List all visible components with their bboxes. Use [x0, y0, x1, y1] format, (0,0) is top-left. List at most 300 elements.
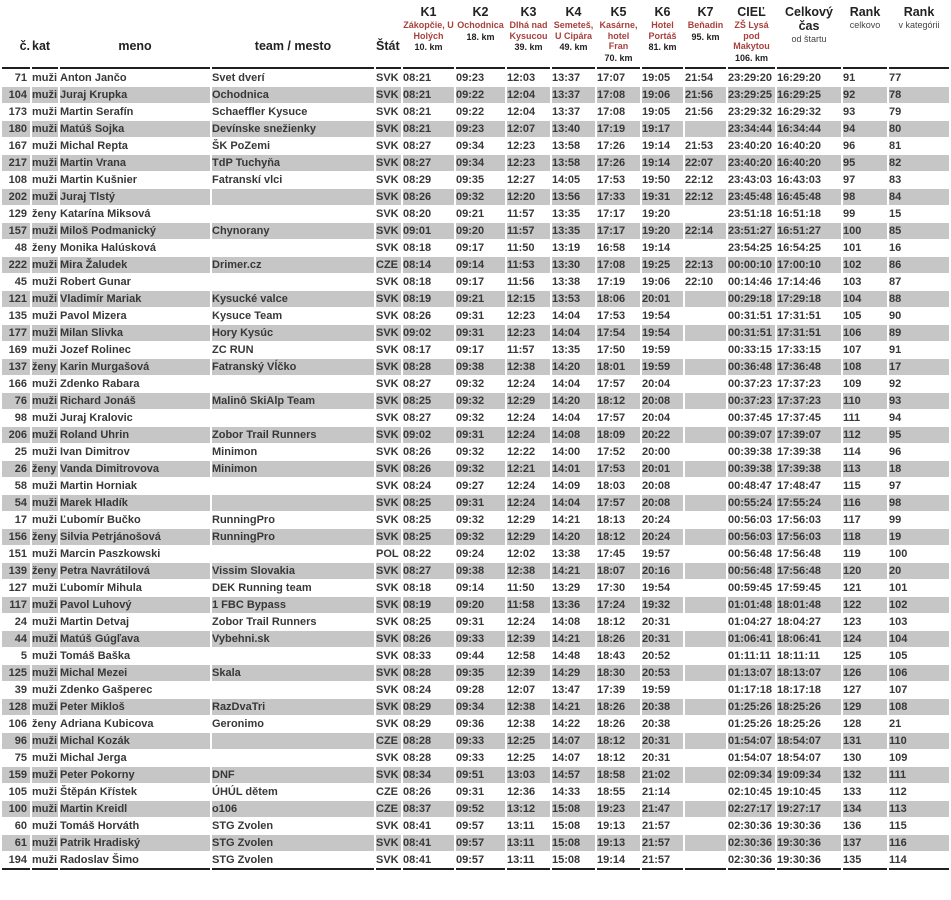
cell-name: Ivan Dimitrov: [60, 446, 130, 458]
cell-k3-time: 12:25: [507, 752, 536, 764]
cell-k7-time: [685, 461, 726, 477]
cell-k5-time: 18:58: [597, 767, 640, 783]
cell-category: muži: [32, 89, 58, 101]
cell-team: [212, 274, 374, 290]
cell-k7-time: [685, 376, 726, 392]
cell-finish-time: 00:48:47: [728, 480, 773, 492]
column-header-k3: [507, 1, 550, 69]
cell-k7-time: [685, 835, 726, 851]
table-row: [2, 376, 949, 392]
cell-bib: 157: [2, 223, 30, 239]
cell-rank-category: 19: [889, 529, 949, 545]
cell-country: SVK: [376, 480, 399, 492]
cell-k1-time: 08:29: [403, 174, 432, 186]
cell-rank-overall: 126: [843, 665, 887, 681]
cell-rank-overall: 116: [843, 495, 887, 511]
column-label: Rank: [849, 5, 881, 19]
cell-name: Adriana Kubicova: [60, 718, 154, 730]
cell-name: Peter Pokorny: [60, 767, 210, 783]
cell-k2-time: 09:34: [456, 140, 485, 152]
cell-rank-overall: 106: [843, 325, 887, 341]
cell-k7-time: [685, 597, 726, 613]
checkpoint-distance: 49. km: [559, 42, 588, 52]
cell-bib: 44: [2, 631, 30, 647]
cell-name: Martin Detvaj: [60, 616, 130, 628]
cell-finish-time: 00:55:24: [728, 495, 775, 511]
cell-k7-time: [685, 291, 726, 307]
cell-k2-time: 09:57: [456, 835, 505, 851]
table-row: [2, 733, 949, 749]
cell-k1-time: 09:01: [403, 223, 454, 239]
cell-k1-time: 08:28: [403, 733, 454, 749]
table-row: [2, 801, 949, 817]
column-header-rank-category: [889, 1, 949, 69]
cell-k5-time: 17:08: [597, 87, 640, 103]
cell-k1-time: 08:18: [403, 582, 432, 594]
cell-bib: 106: [8, 718, 27, 730]
cell-k6-time: 19:14: [642, 155, 683, 171]
cell-k5-time: 17:53: [597, 310, 626, 322]
cell-finish-time: 01:54:07: [728, 752, 773, 764]
cell-bib: 104: [2, 87, 30, 103]
checkpoint-label: K2: [472, 5, 489, 19]
cell-country: SVK: [376, 616, 399, 628]
cell-country: CZE: [376, 733, 401, 749]
cell-country: SVK: [376, 291, 401, 307]
cell-k5-time: 18:26: [597, 718, 626, 730]
cell-rank-overall: 91: [843, 72, 856, 84]
cell-category: muži: [32, 344, 58, 356]
cell-k2-time: 09:34: [456, 155, 505, 171]
cell-k3-time: 12:23: [507, 155, 550, 171]
cell-k6-time: 19:57: [642, 548, 671, 560]
cell-k4-time: 13:56: [552, 189, 595, 205]
table-row: [2, 104, 949, 120]
cell-k4-time: 14:07: [552, 733, 595, 749]
cell-category: muži: [32, 548, 58, 560]
cell-finish-time: 23:45:48: [728, 189, 775, 205]
cell-k5-time: 17:45: [597, 548, 626, 560]
cell-country: SVK: [376, 106, 399, 118]
cell-name: Ľubomír Mihula: [60, 582, 142, 594]
cell-rank-overall: 137: [843, 835, 887, 851]
cell-k6-time: 20:00: [642, 446, 671, 458]
cell-rank-category: 91: [889, 344, 902, 356]
cell-k4-time: 14:07: [552, 752, 581, 764]
cell-k5-time: 18:12: [597, 733, 640, 749]
cell-k3-time: 12:24: [507, 412, 536, 424]
cell-finish-time: 00:39:38: [728, 461, 775, 477]
cell-k7-time: [685, 631, 726, 647]
cell-country: SVK: [376, 684, 399, 696]
cell-country: SVK: [376, 140, 399, 152]
cell-name: Štěpán Křístek: [60, 786, 138, 798]
cell-finish-time: 01:54:07: [728, 733, 775, 749]
cell-k1-time: 08:26: [403, 631, 454, 647]
cell-total-time: 17:00:10: [777, 257, 841, 273]
cell-category: muži: [32, 446, 58, 458]
cell-bib: 60: [14, 820, 27, 832]
cell-k2-time: 09:27: [456, 480, 485, 492]
cell-finish-time: 23:51:27: [728, 223, 775, 239]
cell-k7-time: 21:56: [685, 106, 714, 118]
cell-rank-category: 96: [889, 446, 902, 458]
cell-total-time: 17:56:03: [777, 514, 822, 526]
checkpoint-location: Zákopčie, U Holých: [403, 20, 454, 41]
cell-country: SVK: [376, 427, 401, 443]
cell-rank-category: 83: [889, 174, 902, 186]
cell-k7-time: [685, 546, 726, 562]
cell-rank-overall: 127: [843, 684, 862, 696]
cell-rank-category: 77: [889, 72, 902, 84]
cell-team: Drimer.cz: [212, 257, 374, 273]
table-row: [2, 427, 949, 443]
cell-rank-overall: 125: [843, 650, 862, 662]
cell-total-time: 17:29:18: [777, 291, 841, 307]
cell-k1-time: 08:26: [403, 189, 454, 205]
cell-bib: 159: [2, 767, 30, 783]
cell-k2-time: 09:14: [456, 257, 505, 273]
cell-k1-time: 08:28: [403, 359, 454, 375]
cell-bib: 24: [14, 616, 27, 628]
cell-rank-overall: 93: [843, 106, 856, 118]
table-row: [2, 665, 949, 681]
cell-country: SVK: [376, 208, 399, 220]
cell-category: muži: [32, 480, 58, 492]
cell-k2-time: 09:32: [456, 412, 485, 424]
cell-category: ženy: [32, 531, 57, 543]
cell-bib: 48: [14, 242, 27, 254]
cell-total-time: 18:54:07: [777, 752, 822, 764]
table-row: [2, 546, 949, 562]
cell-total-time: 17:56:03: [777, 529, 841, 545]
cell-category: muži: [32, 140, 58, 152]
cell-finish-time: 00:14:46: [728, 276, 773, 288]
cell-team: Zobor Trail Runners: [212, 427, 374, 443]
cell-category: muži: [32, 276, 58, 288]
cell-k4-time: 14:04: [552, 378, 581, 390]
cell-k4-time: 15:08: [552, 852, 595, 870]
cell-k1-time: 08:27: [403, 412, 432, 424]
cell-country: SVK: [376, 631, 401, 647]
cell-bib: 58: [14, 480, 27, 492]
cell-k6-time: 20:24: [642, 514, 671, 526]
cell-finish-time: 01:04:27: [728, 616, 773, 628]
cell-k2-time: 09:23: [456, 72, 485, 84]
cell-country: SVK: [376, 665, 401, 681]
table-row: [2, 563, 949, 579]
cell-k6-time: 21:02: [642, 767, 683, 783]
cell-finish-time: 01:25:26: [728, 699, 775, 715]
cell-k7-time: [685, 325, 726, 341]
cell-k6-time: 19:32: [642, 597, 683, 613]
cell-rank-category: 86: [889, 257, 949, 273]
cell-k2-time: 09:21: [456, 208, 485, 220]
cell-rank-category: 21: [889, 718, 902, 730]
cell-k3-time: 12:03: [507, 72, 536, 84]
cell-bib: 137: [2, 359, 30, 375]
cell-rank-overall: 109: [843, 378, 862, 390]
cell-name: Marcin Paszkowski: [60, 548, 161, 560]
cell-total-time: 18:06:41: [777, 631, 841, 647]
cell-finish-time: 01:11:11: [728, 650, 771, 662]
cell-k2-time: 09:57: [456, 820, 485, 832]
cell-category: muži: [32, 701, 58, 713]
cell-team: Fatranskí vlci: [212, 174, 283, 186]
cell-k2-time: 09:17: [456, 344, 485, 356]
cell-bib: 202: [2, 189, 30, 205]
column-header-category: kat: [32, 1, 58, 69]
checkpoint-distance: 39. km: [514, 42, 543, 52]
cell-k4-time: 13:37: [552, 106, 581, 118]
cell-name: Vladimír Mariak: [60, 291, 210, 307]
cell-name: Martin Kreidl: [60, 801, 210, 817]
cell-k1-time: 08:27: [403, 155, 454, 171]
cell-k6-time: 19:54: [642, 310, 671, 322]
checkpoint-label: K5: [610, 5, 627, 19]
cell-country: CZE: [376, 801, 401, 817]
cell-k2-time: 09:32: [456, 529, 505, 545]
cell-name: Roland Uhrin: [60, 427, 210, 443]
cell-k4-time: 14:20: [552, 529, 595, 545]
cell-name: Michal Repta: [60, 140, 128, 152]
cell-bib: 17: [14, 514, 27, 526]
cell-finish-time: 00:39:38: [728, 446, 773, 458]
cell-k2-time: 09:38: [456, 563, 505, 579]
cell-k7-time: [685, 478, 726, 494]
cell-finish-time: 00:37:23: [728, 393, 775, 409]
cell-k4-time: 14:08: [552, 616, 581, 628]
cell-category: muži: [32, 616, 58, 628]
cell-rank-overall: 120: [843, 563, 887, 579]
cell-category: muži: [32, 225, 58, 237]
cell-team: Minimon: [212, 446, 258, 458]
cell-rank-category: 107: [889, 684, 908, 696]
cell-rank-category: 85: [889, 223, 949, 239]
cell-name: Petra Navrátilová: [60, 563, 210, 579]
table-row: [2, 699, 949, 715]
cell-name: Mira Žaludek: [60, 257, 210, 273]
cell-k5-time: 17:07: [597, 72, 626, 84]
checkpoint-location: Dlhá nad Kysucou: [509, 20, 548, 41]
cell-team: STG Zvolen: [212, 820, 274, 832]
cell-k1-time: 08:24: [403, 684, 432, 696]
cell-rank-category: 17: [889, 359, 949, 375]
cell-name: Pavol Luhový: [60, 597, 210, 613]
cell-rank-category: 78: [889, 87, 949, 103]
cell-rank-category: 116: [889, 835, 949, 851]
cell-finish-time: 00:00:10: [728, 257, 775, 273]
cell-k7-time: [685, 410, 726, 426]
cell-finish-time: 00:36:48: [728, 359, 775, 375]
cell-finish-time: 02:30:36: [728, 852, 775, 870]
column-header-k1: [403, 1, 454, 69]
cell-rank-overall: 98: [843, 189, 887, 205]
cell-k4-time: 14:21: [552, 631, 595, 647]
cell-rank-overall: 117: [843, 514, 861, 526]
cell-team: [212, 189, 374, 205]
cell-finish-time: 00:56:03: [728, 514, 773, 526]
cell-rank-category: 20: [889, 563, 949, 579]
cell-k1-time: 08:19: [403, 291, 454, 307]
cell-k3-time: 12:24: [507, 495, 550, 511]
cell-bib: 61: [2, 835, 30, 851]
table-row: [2, 410, 949, 426]
cell-team: 1 FBC Bypass: [212, 597, 374, 613]
cell-k3-time: 12:21: [507, 461, 550, 477]
cell-k4-time: 13:35: [552, 223, 595, 239]
table-row: [2, 87, 949, 103]
cell-country: SVK: [376, 820, 399, 832]
results-body: [2, 70, 949, 870]
cell-rank-category: 113: [889, 801, 949, 817]
cell-rank-overall: 96: [843, 140, 856, 152]
cell-country: CZE: [376, 786, 398, 798]
cell-k6-time: 19:59: [642, 684, 671, 696]
cell-finish-time: 23:51:18: [728, 208, 773, 220]
cell-k5-time: 17:24: [597, 597, 640, 613]
cell-rank-overall: 132: [843, 767, 887, 783]
cell-team: RunningPro: [212, 529, 374, 545]
cell-rank-category: 102: [889, 597, 949, 613]
cell-k3-time: 12:24: [507, 378, 536, 390]
cell-k5-time: 17:17: [597, 223, 640, 239]
cell-finish-time: 01:06:41: [728, 631, 775, 647]
cell-name: Karin Murgašová: [60, 359, 210, 375]
cell-finish-time: 02:09:34: [728, 767, 775, 783]
cell-k5-time: 17:53: [597, 461, 640, 477]
cell-bib: 166: [8, 378, 27, 390]
cell-k5-time: 18:12: [597, 393, 640, 409]
cell-k1-time: 08:41: [403, 820, 432, 832]
cell-k3-time: 12:58: [507, 650, 536, 662]
table-row: [2, 631, 949, 647]
cell-rank-category: 90: [889, 310, 902, 322]
cell-k3-time: 11:50: [507, 582, 535, 594]
cell-finish-time: 23:29:32: [728, 106, 773, 118]
table-row: [2, 512, 949, 528]
cell-k6-time: 19:50: [642, 174, 671, 186]
cell-rank-category: 84: [889, 189, 949, 205]
cell-team: Fatranský Vĺčko: [212, 359, 374, 375]
cell-k1-time: 08:41: [403, 852, 454, 870]
cell-k4-time: 15:08: [552, 801, 595, 817]
cell-total-time: 19:09:34: [777, 767, 841, 783]
cell-k3-time: 12:29: [507, 529, 550, 545]
cell-k5-time: 18:26: [597, 631, 640, 647]
cell-k5-time: 18:01: [597, 359, 640, 375]
cell-total-time: 17:39:07: [777, 427, 841, 443]
cell-k5-time: 19:13: [597, 835, 640, 851]
table-row: [2, 835, 949, 851]
cell-bib: 139: [2, 563, 30, 579]
cell-finish-time: 23:40:20: [728, 140, 773, 152]
cell-k1-time: 08:19: [403, 597, 454, 613]
cell-category: ženy: [32, 208, 57, 220]
cell-k2-time: 09:33: [456, 733, 505, 749]
cell-k3-time: 11:50: [507, 242, 535, 254]
cell-country: SVK: [376, 174, 399, 186]
cell-category: muži: [32, 497, 58, 509]
cell-country: SVK: [376, 461, 401, 477]
cell-total-time: 17:37:23: [777, 378, 822, 390]
cell-k5-time: 18:43: [597, 650, 626, 662]
cell-finish-time: 23:54:25: [728, 242, 773, 254]
cell-k2-time: 09:17: [456, 276, 485, 288]
cell-bib: 169: [8, 344, 27, 356]
cell-country: SVK: [376, 378, 399, 390]
cell-rank-overall: 97: [843, 174, 856, 186]
cell-k5-time: 17:19: [597, 276, 626, 288]
cell-team: STG Zvolen: [212, 852, 374, 870]
cell-k6-time: 19:59: [642, 359, 683, 375]
table-row: [2, 325, 949, 341]
column-header-country: Štát: [376, 1, 401, 69]
cell-bib: 167: [8, 140, 27, 152]
cell-finish-time: 23:29:25: [728, 87, 775, 103]
cell-category: muži: [32, 72, 58, 84]
checkpoint-distance: 81. km: [648, 42, 677, 52]
cell-rank-overall: 115: [843, 480, 861, 492]
cell-k3-time: 13:11: [507, 835, 550, 851]
cell-rank-overall: 104: [843, 291, 887, 307]
cell-category: muži: [32, 803, 58, 815]
cell-name: Michal Jerga: [60, 752, 127, 764]
cell-k5-time: 17:26: [597, 155, 640, 171]
cell-category: muži: [32, 378, 58, 390]
cell-k2-time: 09:52: [456, 801, 505, 817]
cell-total-time: 17:37:23: [777, 393, 841, 409]
cell-category: ženy: [32, 361, 57, 373]
table-row: [2, 529, 949, 545]
column-header-rank-overall: [843, 1, 887, 69]
cell-k5-time: 17:54: [597, 325, 640, 341]
cell-total-time: 16:43:03: [777, 174, 822, 186]
cell-finish-time: 23:40:20: [728, 155, 775, 171]
cell-k2-time: 09:33: [456, 631, 505, 647]
cell-k4-time: 15:08: [552, 835, 595, 851]
cell-bib: 125: [2, 665, 30, 681]
cell-k3-time: 12:25: [507, 733, 550, 749]
cell-k7-time: 21:56: [685, 87, 726, 103]
column-header-team: team / mesto: [212, 1, 374, 69]
cell-country: SVK: [376, 121, 401, 137]
cell-category: muži: [32, 650, 58, 662]
cell-k6-time: 19:31: [642, 189, 683, 205]
cell-country: SVK: [376, 325, 401, 341]
cell-team: RunningPro: [212, 514, 275, 526]
cell-bib: 108: [8, 174, 27, 186]
cell-rank-overall: 107: [843, 344, 862, 356]
cell-country: SVK: [376, 529, 401, 545]
cell-k2-time: 09:51: [456, 767, 505, 783]
cell-country: SVK: [376, 597, 401, 613]
cell-team: Chynorany: [212, 223, 374, 239]
cell-k4-time: 13:35: [552, 208, 581, 220]
cell-k6-time: 19:54: [642, 325, 683, 341]
cell-name: Juraj Tlstý: [60, 189, 210, 205]
cell-k4-time: 13:37: [552, 72, 581, 84]
cell-finish-time: 23:29:20: [728, 72, 773, 84]
cell-k6-time: 20:16: [642, 563, 683, 579]
checkpoint-label: K4: [565, 5, 582, 19]
cell-k2-time: 09:23: [456, 121, 505, 137]
cell-rank-category: 110: [889, 733, 949, 749]
cell-country: SVK: [376, 582, 399, 594]
cell-total-time: 17:33:15: [777, 344, 822, 356]
cell-k7-time: [685, 580, 726, 596]
cell-k1-time: 08:25: [403, 616, 432, 628]
